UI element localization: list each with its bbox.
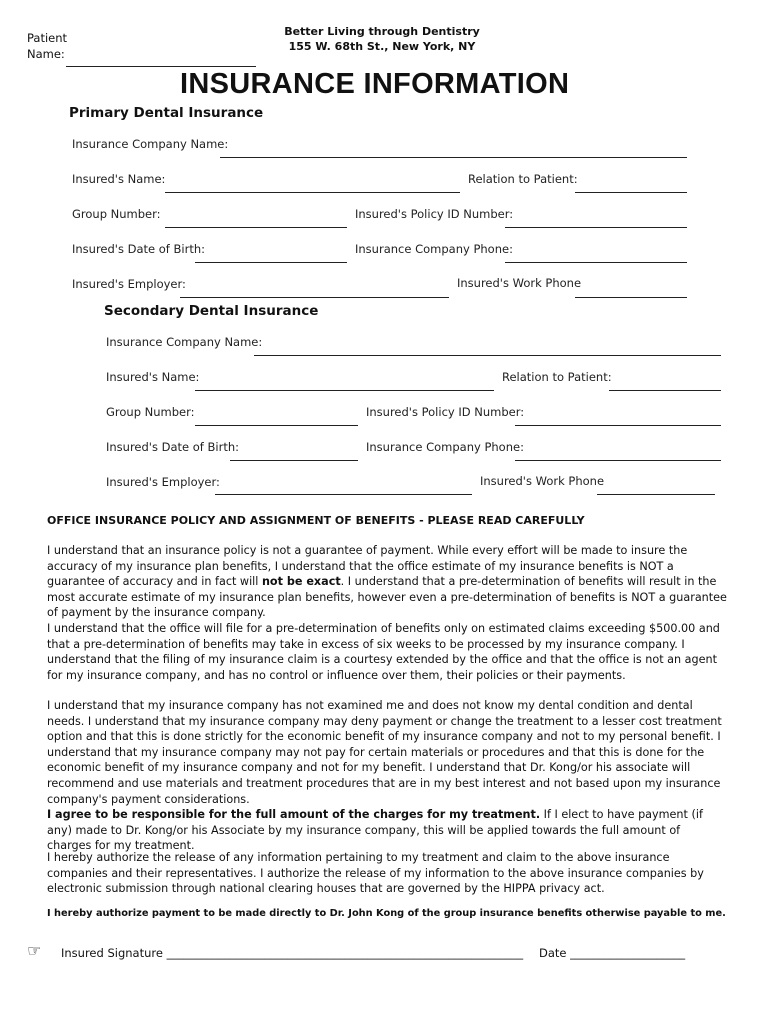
primary-company-phone-label: Insurance Company Phone: [355,242,513,256]
primary-employer-label: Insured's Employer: [72,277,186,291]
secondary-dob-field[interactable] [230,460,358,461]
primary-company-name-label: Insurance Company Name: [72,137,229,151]
patient-label-line1: Patient [27,31,68,45]
insured-signature-field[interactable]: Insured Signature ______________________________________________________________ [61,946,524,960]
primary-insureds-name-label: Insured's Name: [72,172,166,186]
primary-group-number-label: Group Number: [72,207,161,221]
secondary-dob-label: Insured's Date of Birth: [106,440,239,454]
policy-paragraph-5: I hereby authorize the release of any information pertaining to my treatment and claim to the above insurance companies and their representatives. I authorize the release of my information to the above insurance companies by electronic submission through national clearing houses that are governed by the HIPPA privacy act. [47,851,704,896]
practice-header [272,24,492,54]
policy-p1-text-a: I understand that an insurance policy is not a guarantee of payment. While every effort will be made to insure the accuracy of my insurance plan benefits, I understand that the office estimate of my insurance benefits is NOT a guarantee of accuracy and in fact will [47,544,688,589]
policy-p4-text: If I elect to have payment (if any) made to Dr. Kong/or his Associate by my insurance company, this will be applied towards the full amount of charges for my treatment. [47,808,703,853]
primary-work-phone-label: Insured's Work Phone [457,276,582,290]
policy-heading: OFFICE INSURANCE POLICY AND ASSIGNMENT OF BENEFITS - PLEASE READ CAREFULLY [47,514,585,527]
policy-p4-bold: I agree to be responsible for the full amount of the charges for my treatment. [47,808,541,821]
policy-paragraph-3: I understand that my insurance company has not examined me and does not know my dental condition and dental needs. I understand that my insurance company may deny payment or change the treatment to a lesser cost treatment option and that this is done strictly for the economic benefit of my insurance company and not to my personal benefit. I understand that my insurance company may not pay for certain materials or procedures and that this is done for the economic benefit of my insurance company and not for my benefit. I understand that Dr. Kong/or his associate will recommend and use materials and treatment procedures that are in my best interest and not based upon my insurance company's payment considerations. [47,699,722,806]
secondary-employer-field[interactable] [215,494,472,495]
policy-paragraph-4 [47,807,727,854]
primary-company-phone-field[interactable] [505,262,687,263]
policy-p1-bold: not be exact [261,575,341,589]
practice-name: Better Living through Dentistry [284,25,480,38]
primary-relation-label: Relation to Patient: [468,172,578,186]
secondary-work-phone-label: Insured's Work Phone [480,474,605,488]
secondary-group-number-field[interactable] [195,425,358,426]
primary-dob-label: Insured's Date of Birth: [72,242,205,256]
pointing-hand-icon: ☞ [27,941,42,960]
secondary-work-phone-field[interactable] [597,494,715,495]
secondary-insureds-name-field[interactable] [195,390,494,391]
policy-paragraph-1 [47,543,727,621]
secondary-group-number-label: Group Number: [106,405,195,419]
secondary-employer-label: Insured's Employer: [106,475,220,489]
primary-company-name-field[interactable] [220,157,687,158]
primary-policy-id-field[interactable] [505,227,687,228]
secondary-relation-label: Relation to Patient: [502,370,612,384]
primary-heading: Primary Dental Insurance [69,105,264,121]
patient-label-line2: Name: [27,47,65,61]
secondary-heading: Secondary Dental Insurance [104,303,319,319]
secondary-company-phone-label: Insurance Company Phone: [366,440,524,454]
payment-authorization: I hereby authorize payment to be made directly to Dr. John Kong of the group insurance benefits otherwise payable to me. [47,908,726,919]
patient-name-field[interactable] [66,66,256,67]
page-title: INSURANCE INFORMATION [180,68,570,100]
signature-date-field[interactable]: Date ____________________ [539,946,686,960]
policy-p1-text-c: . I understand that a pre-determination of benefits will result in the most accurate estimate of my insurance plan benefits, however even a pre-determination of benefits is NOT a guarantee of payment by the insurance company. [47,575,727,620]
secondary-company-name-label: Insurance Company Name: [106,335,263,349]
practice-address: 155 W. 68th St., New York, NY [288,40,476,53]
policy-paragraph-2: I understand that the office will file for a pre-determination of benefits only on estimated claims exceeding $500.00 and that a pre-determination of benefits may take in excess of six weeks to be processed by my insurance company. I understand that the filing of my insurance claim is a courtesy extended by the office and that the office is not an agent for my insurance company, and has no control or influence over them, their policies or their payments. [47,622,720,682]
secondary-company-name-field[interactable] [254,355,721,356]
secondary-policy-id-field[interactable] [515,425,721,426]
secondary-relation-field[interactable] [609,390,721,391]
secondary-insureds-name-label: Insured's Name: [106,370,200,384]
primary-work-phone-field[interactable] [575,297,687,298]
primary-policy-id-label: Insured's Policy ID Number: [355,207,514,221]
primary-dob-field[interactable] [195,262,347,263]
primary-group-number-field[interactable] [165,227,347,228]
patient-name-label [27,30,67,62]
primary-insureds-name-field[interactable] [165,192,460,193]
primary-employer-field[interactable] [180,297,449,298]
secondary-policy-id-label: Insured's Policy ID Number: [366,405,525,419]
secondary-company-phone-field[interactable] [515,460,721,461]
primary-relation-field[interactable] [575,192,687,193]
